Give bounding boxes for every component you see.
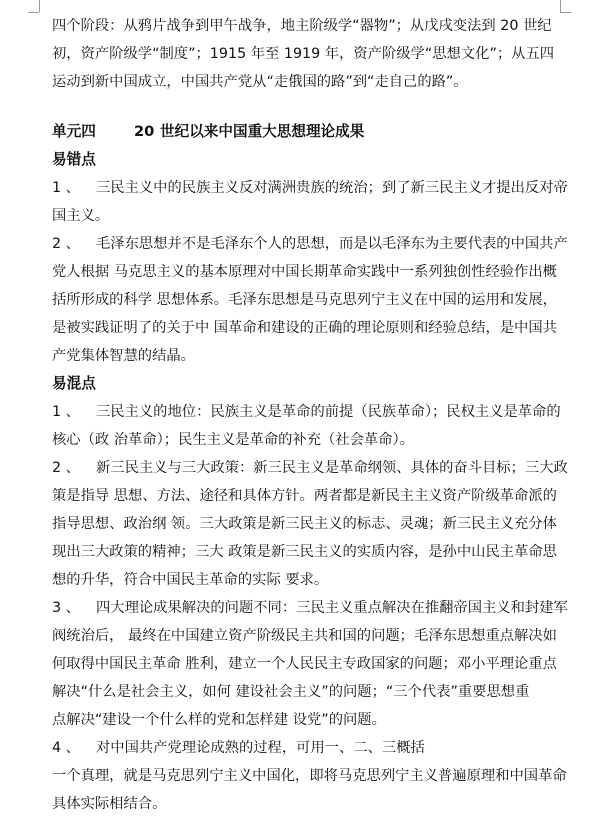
list-item [52,174,577,202]
item-continuation: 党人根据 马克思主义的基本原理对中国长期革命实践中一系列独创性经验作出概 [52,264,557,280]
item-continuation: 一个真理，就是马克思列宁主义中国化，即将马克思列宁主义普遍原理和中国革命 [52,768,567,784]
unit-heading [52,118,577,146]
item-text: 对中国共产党理论成熟的过程，可用一、二、三概括 [96,740,425,756]
item-continuation: 是被实践证明了的关于中 国革命和建设的正确的理论原则和经验总结，是中国共 [52,320,557,336]
list-item [52,734,577,762]
list-item [52,454,577,482]
item-marker: 2 、 [52,236,80,252]
crop-mark-left [39,0,40,12]
item-marker: 1 、 [52,180,80,196]
item-continuation: 解决“什么是社会主义，如何 建设社会主义”的问题；“三个代表”重要思想重 [52,684,530,700]
crop-mark-right [560,0,561,12]
item-marker: 3 、 [52,600,80,616]
item-continuation: 何取得中国民主革命 胜利，建立一个人民民主专政国家的问题；邓小平理论重点 [52,656,557,672]
item-continuation: 现出三大政策的精神；三大 政策是新三民主义的实质内容，是孙中山民主革命思 [52,544,557,560]
intro-line: 四个阶段：从鸦片战争到甲午战争，地主阶级学“器物”；从戊戌变法到 20 世纪 [52,18,552,34]
intro-line: 运动到新中国成立，中国共产党从“走俄国的路”到“走自己的路”。 [52,74,468,90]
section-title-confusions: 易混点 [52,375,96,392]
item-continuation: 核心（政 治革命）；民生主义是革命的补充（社会革命）。 [52,432,414,448]
item-text: 四大理论成果解决的问题不同：三民主义重点解决在推翻帝国主义和封建军 [96,600,568,616]
item-continuation: 阀统治后， 最终在中国建立资产阶级民主共和国的问题；毛泽东思想重点解决如 [52,628,557,644]
list-item [52,230,577,258]
list-item [52,398,577,426]
intro-line: 初，资产阶级学“制度”；1915 年至 1919 年，资产阶级学“思想文化”；从五四 [52,46,555,62]
spacer [52,96,577,118]
unit-number: 20 [134,123,155,140]
list-item [52,594,577,622]
item-marker: 4 、 [52,740,80,756]
item-marker: 2 、 [52,460,80,476]
item-continuation: 国主义。 [52,208,110,224]
item-text: 新三民主义与三大政策：新三民主义是革命纲领、具体的奋斗目标；三大政 [96,460,568,476]
item-text: 三民主义中的民族主义反对满洲贵族的统治；到了新三民主义才提出反对帝 [96,180,568,196]
unit-label: 单元四 [52,123,96,140]
item-continuation: 括所形成的科学 思想体系。毛泽东思想是马克思列宁主义在中国的运用和发展， [52,292,557,308]
document-body [52,12,577,818]
item-continuation: 具体实际相结合。 [52,796,167,812]
item-text: 毛泽东思想并不是毛泽东个人的思想，而是以毛泽东为主要代表的中国共产 [96,236,568,252]
item-text: 三民主义的地位：民族主义是革命的前提（民族革命）；民权主义是革命的 [96,404,561,420]
item-continuation: 指导思想、政治纲 领。三大政策是新三民主义的标志、灵魂；新三民主义充分体 [52,516,557,532]
crop-mark-left-h [28,12,39,13]
item-continuation: 点解决“建设一个什么样的党和怎样建 设党”的问题。 [52,712,386,728]
item-continuation: 产党集体智慧的结晶。 [52,348,195,364]
section-title-errors: 易错点 [52,151,96,168]
item-continuation: 策是指导 思想、方法、途径和具体方针。两者都是新民主主义资产阶级革命派的 [52,488,557,504]
unit-title: 世纪以来中国重大思想理论成果 [160,123,365,140]
item-continuation: 想的升华，符合中国民主革命的实际 要求。 [52,572,329,588]
item-marker: 1 、 [52,404,80,420]
